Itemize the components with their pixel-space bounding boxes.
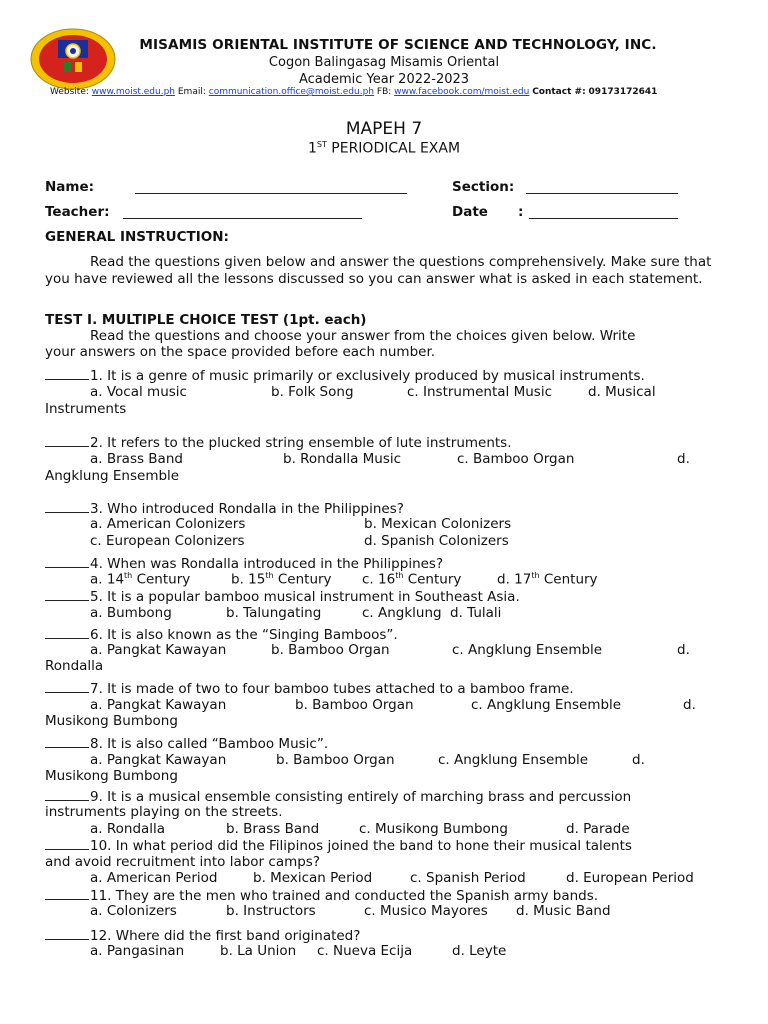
choice-9a: a. Rondalla [90, 821, 166, 837]
question-4: 4. When was Rondalla introduced in the Philippines? [45, 555, 443, 572]
choice-5d: d. Tulali [450, 605, 502, 621]
question-6: 6. It is also known as the “Singing Bamboos”. [45, 626, 398, 643]
question-9: 9. It is a musical ensemble consisting entirely of marching brass and percussion [45, 788, 631, 805]
date-colon: : [518, 204, 524, 220]
choice-12b: b. La Union [220, 943, 297, 959]
choice-7d: d. [683, 697, 696, 713]
general-instruction-text: Read the questions given below and answer the questions comprehensively. Make sure that you have reviewed all the lessons discussed so you can answer what is asked in each statement. [45, 254, 712, 287]
email-link[interactable]: communication.office@moist.edu.ph [208, 87, 375, 97]
website-link[interactable]: www.moist.edu.ph [91, 87, 175, 97]
question-2: 2. It refers to the plucked string ensemble of lute instruments. [45, 434, 512, 451]
answer-blank[interactable] [45, 887, 89, 900]
choice-4a: a. 14th Century [90, 571, 191, 588]
choice-3a: a. American Colonizers [90, 516, 246, 532]
contact-label: Contact #: [532, 87, 586, 97]
exam-subject: MAPEH 7 [345, 119, 423, 139]
school-name: MISAMIS ORIENTAL INSTITUTE OF SCIENCE AND TECHNOLOGY, INC. [139, 37, 657, 53]
contact-line [50, 87, 657, 97]
choice-2d: d. [677, 451, 690, 467]
date-label: Date [452, 204, 488, 220]
choice-7a: a. Pangkat Kawayan [90, 697, 227, 713]
choice-12a: a. Pangasinan [90, 943, 185, 959]
choice-3d: d. Spanish Colonizers [364, 533, 509, 549]
fb-link[interactable]: www.facebook.com/moist.edu [394, 87, 530, 97]
exam-title: 1ST PERIODICAL EXAM [307, 140, 461, 157]
choice-5a: a. Bumbong [90, 605, 172, 621]
choice-11a: a. Colonizers [90, 903, 177, 919]
answer-blank[interactable] [45, 680, 89, 693]
question-12: 12. Where did the first band originated? [45, 927, 360, 944]
name-label: Name: [45, 179, 95, 195]
choice-10b: b. Mexican Period [253, 870, 373, 886]
choice-8d-cont: Musikong Bumbong [45, 768, 178, 784]
teacher-blank[interactable] [123, 218, 362, 219]
choice-10c: c. Spanish Period [410, 870, 526, 886]
choice-10d: d. European Period [566, 870, 694, 886]
question-10: 10. In what period did the Filipinos joined the band to hone their musical talents [45, 837, 632, 854]
teacher-label: Teacher: [45, 204, 110, 220]
general-instruction-heading: GENERAL INSTRUCTION: [45, 229, 229, 245]
answer-blank[interactable] [45, 555, 89, 568]
choice-7b: b. Bamboo Organ [295, 697, 414, 713]
choice-3c: c. European Colonizers [90, 533, 245, 549]
academic-year: Academic Year 2022-2023 [298, 72, 470, 87]
contact-number: 09173172641 [588, 87, 658, 97]
choice-6d-cont: Rondalla [45, 658, 104, 674]
question-11: 11. They are the men who trained and conducted the Spanish army bands. [45, 887, 598, 904]
choice-8c: c. Angklung Ensemble [438, 752, 589, 768]
choice-4c: c. 16th Century [362, 571, 462, 588]
answer-blank[interactable] [45, 788, 89, 801]
choice-6a: a. Pangkat Kawayan [90, 642, 227, 658]
choice-6c: c. Angklung Ensemble [452, 642, 603, 658]
test1-heading: TEST I. MULTIPLE CHOICE TEST (1pt. each) [45, 312, 367, 328]
choice-2b: b. Rondalla Music [283, 451, 402, 467]
choice-5c: c. Angklung [362, 605, 442, 621]
answer-blank[interactable] [45, 735, 89, 748]
question-5: 5. It is a popular bamboo musical instrument in Southeast Asia. [45, 588, 520, 605]
choice-1b: b. Folk Song [271, 384, 354, 400]
choice-5b: b. Talungating [226, 605, 322, 621]
choice-9b: b. Brass Band [226, 821, 320, 837]
answer-blank[interactable] [45, 626, 89, 639]
question-3: 3. Who introduced Rondalla in the Philippines? [45, 500, 404, 517]
choice-7d-cont: Musikong Bumbong [45, 713, 178, 729]
test1-line2: your answers on the space provided before each number. [45, 344, 436, 360]
choice-9c: c. Musikong Bumbong [359, 821, 508, 837]
choice-2c: c. Bamboo Organ [457, 451, 575, 467]
test1-line1: Read the questions and choose your answer from the choices given below. Write [90, 328, 636, 344]
fb-label: FB: [376, 87, 392, 97]
section-label: Section: [452, 179, 515, 195]
question-1: 1. It is a genre of music primarily or exclusively produced by musical instruments. [45, 367, 645, 384]
choice-8d: d. [632, 752, 645, 768]
choice-1c: c. Instrumental Music [407, 384, 553, 400]
website-label: Website: [50, 87, 89, 97]
choice-10a: a. American Period [90, 870, 218, 886]
choice-1d: d. Musical [588, 384, 656, 400]
choice-12c: c. Nueva Ecija [317, 943, 413, 959]
choice-11c: c. Musico Mayores [364, 903, 488, 919]
choice-2a: a. Brass Band [90, 451, 183, 467]
school-address: Cogon Balingasag Misamis Oriental [268, 55, 500, 70]
answer-blank[interactable] [45, 434, 89, 447]
question-10-cont: and avoid recruitment into labor camps? [45, 854, 321, 870]
choice-6d: d. [677, 642, 690, 658]
name-blank[interactable] [135, 193, 407, 194]
choice-4b: b. 15th Century [231, 571, 332, 588]
choice-4d: d. 17th Century [497, 571, 598, 588]
email-label: Email: [177, 87, 206, 97]
choice-12d: d. Leyte [452, 943, 507, 959]
section-blank[interactable] [526, 193, 678, 194]
question-8: 8. It is also called “Bamboo Music”. [45, 735, 328, 752]
choice-3b: b. Mexican Colonizers [364, 516, 512, 532]
answer-blank[interactable] [45, 588, 89, 601]
choice-2d-cont: Angklung Ensemble [45, 468, 180, 484]
choice-7c: c. Angklung Ensemble [471, 697, 622, 713]
choice-1a: a. Vocal music [90, 384, 187, 400]
choice-6b: b. Bamboo Organ [271, 642, 390, 658]
choice-8b: b. Bamboo Organ [276, 752, 395, 768]
choice-11d: d. Music Band [516, 903, 611, 919]
question-9-cont: instruments playing on the streets. [45, 804, 283, 820]
answer-blank[interactable] [45, 927, 89, 940]
choice-9d: d. Parade [566, 821, 630, 837]
choice-11b: b. Instructors [226, 903, 316, 919]
date-blank[interactable] [529, 218, 678, 219]
answer-blank[interactable] [45, 500, 89, 513]
answer-blank[interactable] [45, 367, 89, 380]
answer-blank[interactable] [45, 837, 89, 850]
choice-1d-cont: Instruments [45, 401, 127, 417]
choice-8a: a. Pangkat Kawayan [90, 752, 227, 768]
question-7: 7. It is made of two to four bamboo tubes attached to a bamboo frame. [45, 680, 574, 697]
